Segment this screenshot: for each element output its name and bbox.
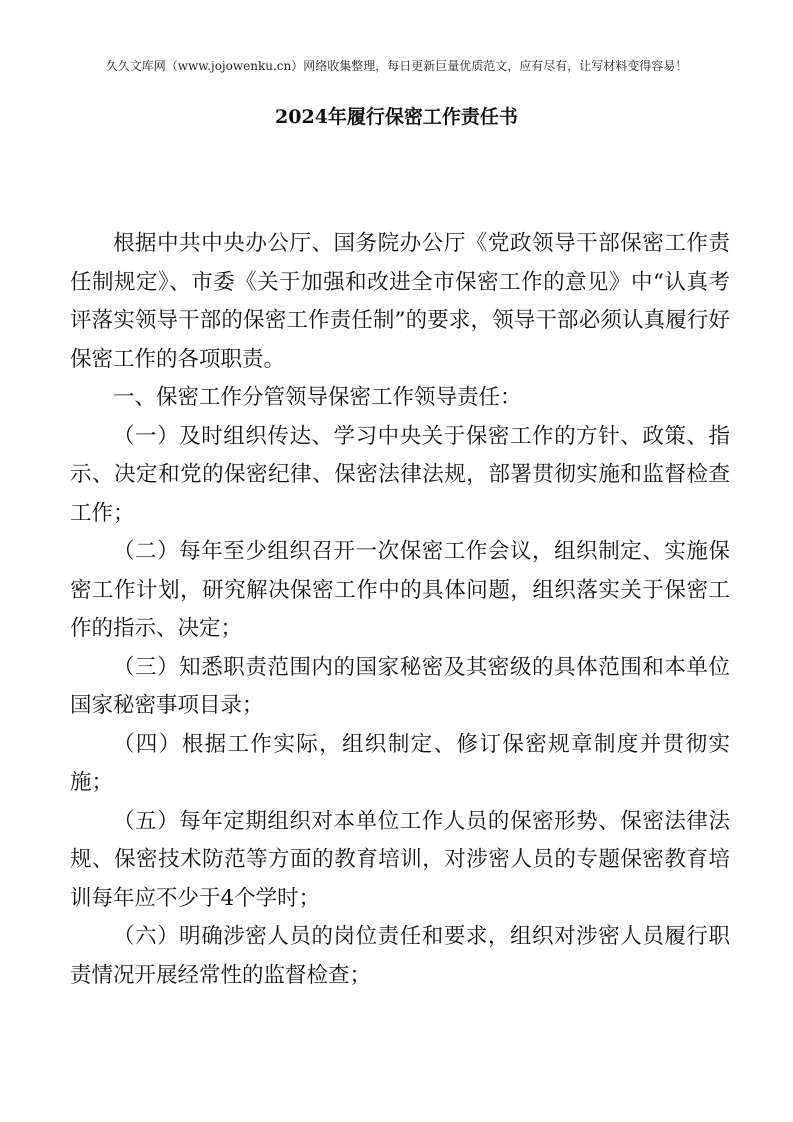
paragraph-item-4: （四）根据工作实际，组织制定、修订保密规章制度并贯彻实施；: [70, 731, 730, 795]
paragraph-item-6: （六）明确涉密人员的岗位责任和要求，组织对涉密人员履行职责情况开展经常性的监督检查；: [70, 924, 730, 988]
header-note: 久久文库网（www.jojowenku.cn）网络收集整理，每日更新巨量优质范文，应有尽有，让写材料变得容易！: [105, 59, 688, 73]
paragraph-item-1: （一）及时组织传达、学习中央关于保密工作的方针、政策、指示、决定和党的保密纪律、保密法律法规，部署贯彻实施和监督检查工作；: [70, 423, 730, 526]
paragraph-item-3: （三）知悉职责范围内的国家秘密及其密级的具体范围和本单位国家秘密事项目录；: [70, 654, 730, 718]
paragraph-intro: 根据中共中央办公厅、国务院办公厅《党政领导干部保密工作责任制规定》、市委《关于加强和改进全市保密工作的意见》中“认真考评落实领导干部的保密工作责任制”的要求，领导干部必须认真履行好保密工作的各项职责。: [70, 231, 730, 372]
paragraph-item-2: （二）每年至少组织召开一次保密工作会议，组织制定、实施保密工作计划，研究解决保密工作中的具体问题，组织落实关于保密工作的指示、决定；: [70, 539, 730, 641]
paragraph-item-5: （五）每年定期组织对本单位工作人员的保密形势、保密法律法规、保密技术防范等方面的教育培训，对涉密人员的专题保密教育培训每年应不少于4个学时；: [70, 808, 730, 911]
paragraph-section-heading: 一、保密工作分管领导保密工作领导责任：: [113, 385, 522, 410]
document-title: 2024年履行保密工作责任书: [275, 106, 518, 128]
document-body: [70, 225, 730, 995]
